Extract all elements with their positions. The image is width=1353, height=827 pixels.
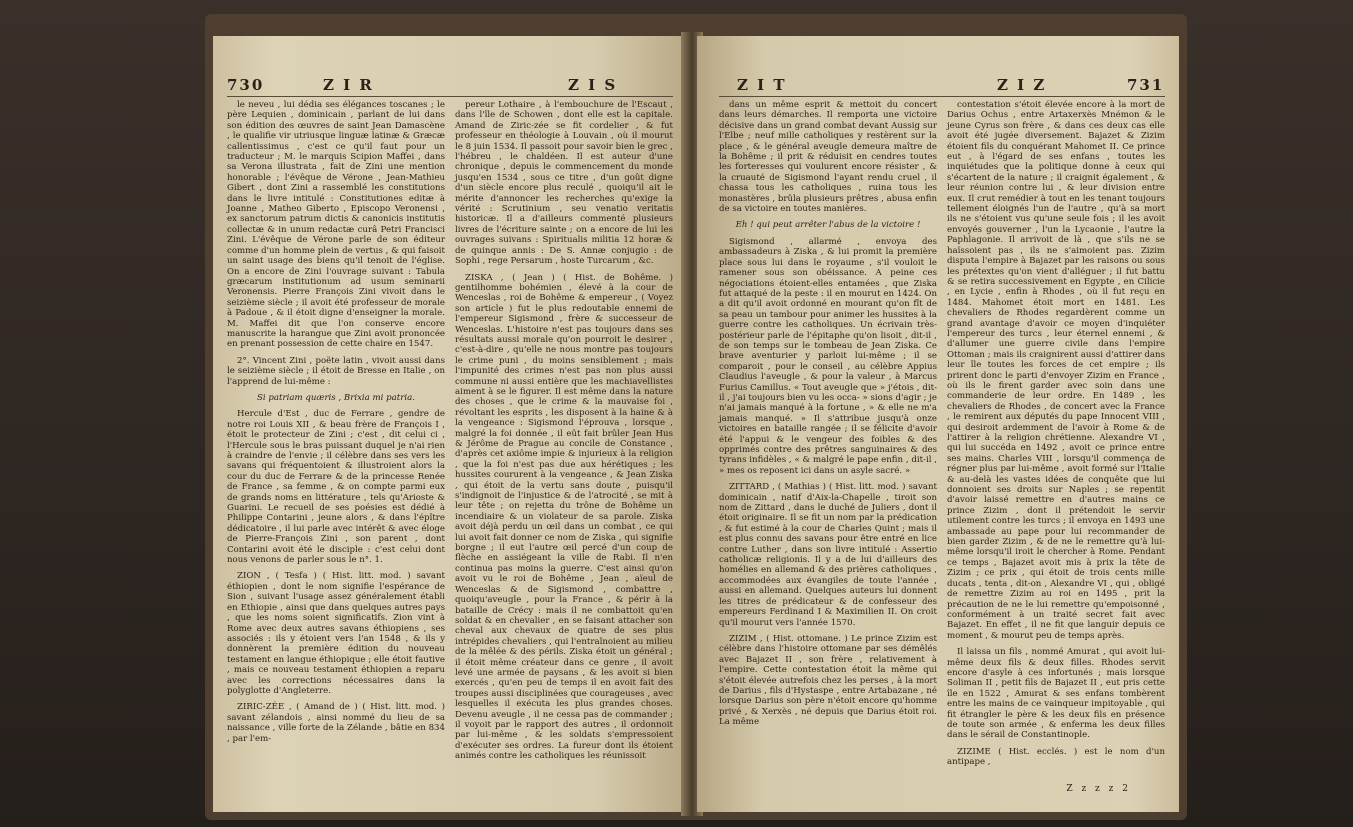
paragraph: ZISKA , ( Jean ) ( Hist. de Bohême. ) gentilhomme bohémien , élevé à la cour de Wenceslas , roi de Bohême & empereur , ( Voyez son article ) fut le plus redoutable ennemi de l'empereur Sigismond , frère & successeur de Wenceslas. L'histoire n'est pas toujours dans ses résultats aussi morale qu'on pourroit le desirer , c'est-à-dire , qu'elle ne nous montre pas toujours le crime puni , du moins sensiblement ; mais l'impunité des crimes n'est pas non plus aussi commune ni aussi entière que les machiavellistes aiment à se le figurer. Il est même dans la nature des choses , que le crime & la mauvaise foi , révoltant les esprits , les disposent à la haine & à la vengeance : Sigismond l'éprouva , lorsque , malgré la foi donnée , il eût fait brûler Jean Hus & Jérôme de Prague au concile de Constance , d'après cet axiôme impie & injurieux à la religion , que la foi n'est pas due aux hérétiques ; les hussites coururent à la vengeance , & Jean Ziska , qui étoit de la vertu sans doute , puisqu'il s'indignoit de l'injustice & de l'atrocité , se mit à leur tête ; on rejetta du trône de Bohême un incendiaire & un violateur de sa parole. Ziska avoit déjà perdu un œil dans un combat , ce qui lui avoit fait donner ce nom de Ziska , qui signifie borgne ; il eut l'autre œil percé d'un coup de flèche en assiégeant la ville de Rabi. Il n'en continua pas moins la guerre. C'est ainsi qu'on avoit vu le roi de Bohême , Jean , aïeul de Wenceslas & de Sigismond , combattre , quoiqu'aveugle , pour la France , & périr à la bataille de Crécy : mais il ne combattoit qu'en soldat & en chevalier , en se faisant attacher son cheval aux chevaux de quatre de ses plus intrépides chevaliers , qui l'entraînoient au milieu de la mêlée & des périls. Ziska étoit un général ; il étoit même créateur dans ce genre , il avoit levé une armée de paysans , & les avoit si bien exercés , qu'en peu de temps il en avoit fait des troupes aussi disciplinées que courageuses , avec lesquelles il exécuta les plus grandes choses. Devenu aveugle , il ne cessa pas de commander ; il voyoit par le rapport des autres , il ordonnoit par lui-même , & les soldats s'empressoient d'exécuter ses ordres. La fureur dont ils étoient animés contre les catholiques les réunissoit [455,272,673,762]
paragraph: Eh ! qui peut arrêter l'abus de la victoire ! [735,220,921,231]
paragraph: pereur Lothaire , à l'embouchure de l'Escaut , dans l'île de Schowen , dont elle est la capitale. Amand de Ziric-zée se fit cordelier , & fut professeur en théologie à Louvain , où il mourut le 8 juin 1534. Il passoit pour savoir bien le grec , l'hébreu , le chaldéen. Il est auteur d'une chronique , depuis le commencement du monde jusqu'en 1534 , sous ce titre , d'un goût digne d'un siècle encore plus reculé , quoiqu'il ait le mérite d'annoncer les recherches qu'exige la vérité : Scrutinium , seu venatio veritatis historicæ. Il a d'ailleurs commenté plusieurs livres de l'écriture sainte ; on a encore de lui les ouvrages suivans : Spiritualis militia 12 horæ & de quinque annis : De S. Annæ conjugio : de Sophi , rege Persarum , hoste Turcarum , &c. [455,100,673,267]
paragraph: ZIRIC-ZÉE , ( Amand de ) ( Hist. litt. mod. ) savant zélandois , ainsi nommé du lieu de sa naissance , ville forte de la Zélande , bâtie en 834 , par l'em- [227,702,445,744]
paragraph: 2°. Vincent Zini , poëte latin , vivoit aussi dans le seizième siècle ; il étoit de Bresse en Italie , on l'apprend de lui-même : [227,355,445,387]
paragraph: ZIZIME ( Hist. ecclés. ) est le nom d'un antipape , [947,746,1165,768]
paragraph: ZITTARD , ( Mathias ) ( Hist. litt. mod. ) savant dominicain , natif d'Aix-la-Chapelle , tiroit son nom de Zittard , dans le duché de Juliers , dont il étoit originaire. Il se fit un nom par la prédication , & fut estimé à la cour de Charles Quint ; mais il est plus connu des savans pour être entré en lice contre Luther , dans son livre intitulé : Assertio catholicæ religionis. Il y a de lui d'ailleurs des homélies en allemand & des prières catholiques , accommodées aux évangiles de toute l'année , aussi en allemand. Quelques auteurs lui donnent les titres de prédicateur & de confesseur des empereurs Ferdinand I & Maximilien II. On croit qu'il mourut vers l'année 1570. [719,482,937,628]
right-header-right: Z I Z [997,76,1047,94]
left-column-1 [227,100,445,750]
paragraph: Si patriam quæris , Brixia mi patria. [257,392,415,403]
paragraph: le neveu , lui dédia ses élégances toscanes ; le père Lequien , dominicain , parlant de lui dans son édition des œuvres de saint Jean Damascène , le qualifie vir utriusque linguæ latinæ & Græcæ callentissimus , c'est ce qu'il faut pour un traducteur ; M. le marquis Scipion Maffei , dans sa Verona illustrata , fait de Zini une mention honorable ; l'évêque de Vérone , Jean-Mathieu Gibert , dont Zini a rassemblé les constitutions dans le livre intitulé : Constitutiones editæ à Joanne , Matheo Giberto , Episcopo Veronensi , ex sanctorum patrum dictis & canonicis institutis collectæ & in unum redactæ curâ Petri Francisci Zini. L'évêque de Vérone parle de son éditeur comme d'un homme plein de vertus , & qui faisoit un saint usage des biens qu'il tenoit de l'église. On a encore de Zini l'ouvrage suivant : Tabula græcarum institutionum ad usum seminarii Veronensis. Pierre François Zini vivoit dans le seizième siècle ; il avoit été professeur de morale à Padoue , & il étoit digne d'enseigner la morale. M. Maffei dit que l'on conserve encore manuscrite la harangue que Zini avoit prononcée en prenant possession de cette chaire en 1547. [227,100,445,350]
paragraph: contestation s'étoit élevée encore à la mort de Darius Ochus , entre Artaxerxès Mnémon & le jeune Cyrus son frère , & dans ces deux cas elle avoit été jugée diversement. Bajazet & Zizim étoient fils du conquérant Mahomet II. Ce prince eut , à l'égard de ses enfans , toutes les inquiétudes que la politique donne à ceux qui s'écartent de la nature ; il craignit également , & leur réunion contre lui , & leur division entre eux. Il crut remédier à tout en les tenant toujours tellement éloignés l'un de l'autre , qu'à sa mort ils ne s'étoient vus qu'une seule fois ; il les avoit envoyés gouverner , l'un la Lycaonie , l'autre la Paphlagonie. Il arrivoit de là , que s'ils ne se haïssoient pas , ils ne s'aimoient pas. Zizim disputa l'empire à Bajazet par les raisons ou sous les prétextes qu'on vient d'alléguer ; il fut battu & se retira successivement en Egypte , en Cilicie , en Lycie , enfin à Rhodes , où il fut reçu en 1484. Mahomet étoit mort en 1481. Les chevaliers de Rhodes regardèrent comme un grand avantage d'avoir ce moyen d'inquiéter l'empereur des turcs , leur éternel ennemi , & d'allumer une guerre civile dans l'empire Ottoman ; mais ils craignirent aussi d'attirer dans leur île toutes les forces de cet empire ; ils prirent donc le parti d'envoyer Zizim en France , où ils le firent garder avec soin dans une commanderie de leur ordre. En 1489 , les chevaliers de Rhodes , de concert avec la France , le remirent aux députés du pape Innocent VIII , qui desiroit ardemment de l'avoir à Rome & de l'attirer à la religion chrétienne. Alexandre VI , qui lui succéda en 1492 , avoit ce prince entre ses mains. Charles VIII , lorsqu'il commença de régner plus par lui-même , avoit formé sur l'Italie & au-delà les vastes idées de conquête que lui donnoient ses droits sur Naples ; se repentit d'avoir laissé remettre en d'autres mains ce prince Zizim , dont il prétendoit le servir utilement contre les turcs ; il envoya en 1493 une ambassade au pape pour lui recommander de bien garder Zizim , & de ne le remettre qu'à lui-même lorsqu'il iroit le chercher à Rome. Pendant ce temps , Bajazet avoit mis à prix la tête de Zizim ; ce prix , qui étoit de trois cents mille ducats , tenta , dit-on , Alexandre VI , qui , obligé de remettre Zizim au roi en 1495 , prit la précaution de ne le lui remettre qu'empoisonné , conformément à un traité secret fait avec Bajazet. En effet , il ne fit que languir depuis ce moment , & mourut peu de temps après. [947,100,1165,641]
left-page [213,36,687,812]
right-column-1 [719,100,937,734]
header-rule [719,96,1165,97]
open-book [205,14,1187,820]
right-column-2 [947,100,1165,774]
left-header-left: Z I R [323,76,374,94]
left-header-right: Z I S [568,76,618,94]
right-page [697,36,1179,812]
left-page-number: 730 [227,76,265,94]
paragraph: Il laissa un fils , nommé Amurat , qui avoit lui-même deux fils & deux filles. Rhodes servit encore d'asyle à ces infortunés ; mais lorsque Soliman II , petit fils de Bajazet II , eut pris cette île en 1522 , Amurat & ses enfans tombèrent entre les mains de ce vainqueur impitoyable , qui fit étrangler le père & les deux fils en présence de toute son armée , & enferma les deux filles dans le sérail de Constantinople. [947,647,1165,741]
paragraph: ZION , ( Tesfa ) ( Hist. litt. mod. ) savant éthiopien , dont le nom signifie l'espérance de Sion , suivant l'usage assez généralement établi en Ethiopie , ainsi que dans quelques autres pays , que les noms soient significatifs. Zion vint à Rome avec deux autres savans éthiopiens , ses associés : ils y étoient vers l'an 1548 , & ils y donnèrent la première édition du nouveau testament en langue éthiopique ; elle étoit fautive , mais ce nouveau testament éthiopien a reparu avec les corrections nécessaires dans la polyglotte d'Angleterre. [227,571,445,696]
left-column-2 [455,100,673,768]
paragraph: dans un même esprit & mettoit du concert dans leurs démarches. Il remporta une victoire décisive dans un grand combat devant Aussig sur l'Elbe ; neuf mille catholiques y restèrent sur la place , & le général aveugle demeura maître de la Bohême ; il prit & réduisit en cendres toutes les forteresses qui voulurent encore résister , & la cruauté de Sigismond l'ayant rendu cruel , il chassa tous les catholiques , ruina tous les monastères , brûla plusieurs prêtres , abusa enfin de sa victoire en toutes manières. [719,100,937,215]
signature-mark: Z z z z 2 [1066,784,1131,794]
right-page-number: 731 [1127,76,1165,94]
paragraph: Sigismond , allarmé , envoya des ambassadeurs à Ziska , & lui promit la première place sous lui dans le royaume , s'il vouloit le ramener sous son obéissance. A peine ces négociations étoient-elles entamées , que Ziska fut attaqué de la peste : il en mourut en 1424. On a dit qu'il avoit ordonné en mourant qu'on fît de sa peau un tambour pour animer les hussites à la guerre contre les catholiques. Un écrivain très-postérieur parle de l'épitaphe qu'on lisoit , dit-il , de son temps sur le tombeau de Jean Ziska. Ce brave aventurier y parloit lui-même ; il se comparoit , pour le conseil , au célèbre Appius Claudius l'aveugle , & pour la valeur , à Marcus Furius Camillus. « Tout aveugle que » j'étois , dit-il , j'ai toujours bien vu les occa- » sions d'agir ; je n'ai jamais manqué à la fortune , » & elle ne m'a jamais manqué. » Il s'attribue jusqu'à onze victoires en bataille rangée ; il se félicite d'avoir été l'appui & le vengeur des foibles & des opprimés contre des prêtres sanguinaires & des tyrans infidèles , « & malgré le pape enfin , dit-il , » mes os reposent ici dans un asyle sacré. » [719,236,937,476]
right-header-left: Z I T [737,76,787,94]
paragraph: ZIZIM , ( Hist. ottomane. ) Le prince Zizim est célèbre dans l'histoire ottomane par ses démêlés avec Bajazet II , son frère , relativement à l'empire. Cette contestation étoit la même qui s'étoit élevée autrefois chez les perses , à la mort de Darius , fils d'Hystaspe , entre Artabazane , né lorsque Darius son père n'étoit encore qu'homme privé , & Xerxès , né depuis que Darius étoit roi. La même [719,633,937,728]
paragraph: Hercule d'Est , duc de Ferrare , gendre de notre roi Louis XII , & beau frère de François I , étoit le protecteur de Zini ; c'est , dit celui ci , l'Hercule sous le bras puissant duquel je n'ai rien à craindre de l'envie ; il célèbre dans ses vers les savans qui fréquentoient & illustroient alors la cour du duc de Ferrare & de la princesse Renée de France , sa femme , & on compte parmi eux de grands noms en littérature , tels qu'Arioste & Guarini. Le recueil de ses poésies est dédié à Philippe Contarini , jeune alors , & dans l'épître dédicatoire , il lui parle avec intérêt & avec éloge de Pierre-François Zini , son parent , dont Contarini avoit été le disciple : c'est celui dont nous venons de parler sous le n°. 1. [227,409,445,566]
header-rule [227,96,673,97]
